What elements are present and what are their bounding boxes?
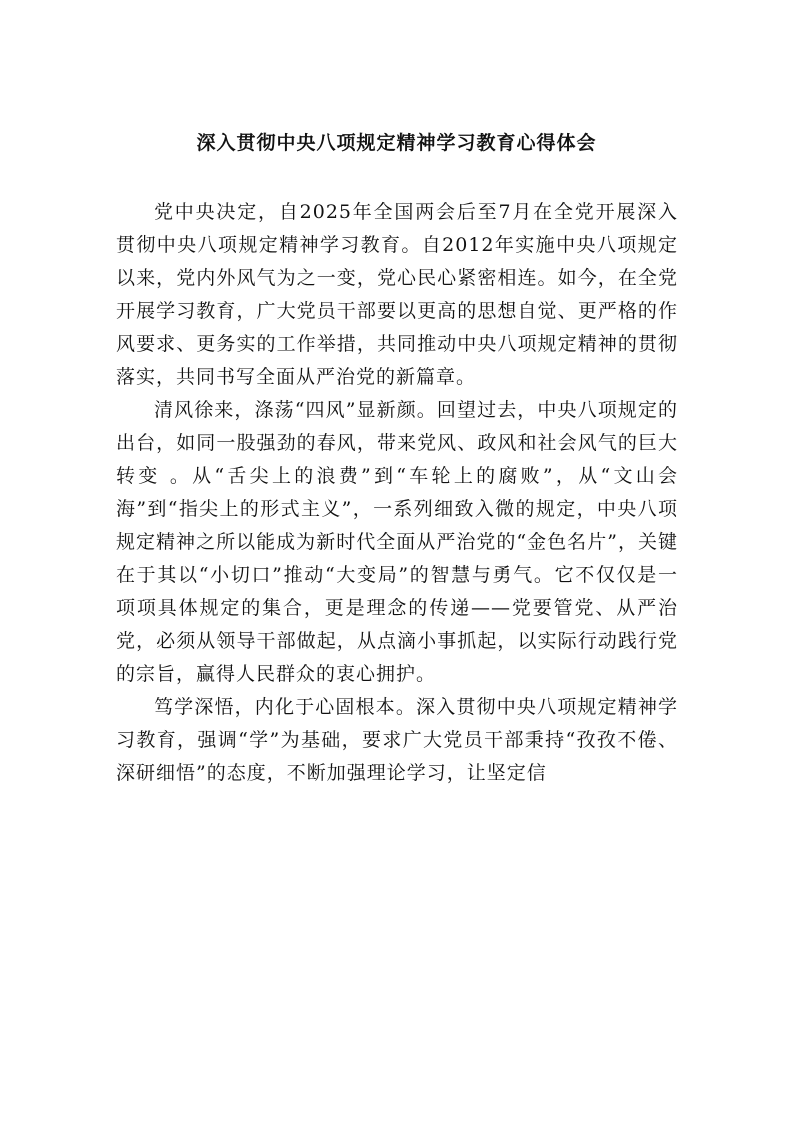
document-body bbox=[116, 196, 678, 790]
document-title: 深入贯彻中央八项规定精神学习教育心得体会 bbox=[196, 132, 597, 154]
paragraph-1: 党中央决定，自2025年全国两会后至7月在全党开展深入贯彻中央八项规定精神学习教育。自2012年实施中央八项规定以来，党内外风气为之一变，党心民心紧密相连。如今，在全党开展学习教育，广大党员干部要以更高的思想自觉、更严格的作风要求、更务实的工作举措，共同推动中央八项规定精神的贯彻落实，共同书写全面从严治党的新篇章。 bbox=[116, 201, 678, 388]
paragraph-3: 笃学深悟，内化于心固根本。深入贯彻中央八项规定精神学习教育，强调“学”为基础，要求广大党员干部秉持“孜孜不倦、深研细悟”的态度，不断加强理论学习，让坚定信 bbox=[116, 696, 678, 784]
paragraph-2: 清风徐来，涤荡“四风”显新颜。回望过去，中央八项规定的出台，如同一股强劲的春风，带来党风、政风和社会风气的巨大转变 。从“舌尖上的浪费”到“车轮上的腐败”，从“文山会海”到“指尖上的形式主义”，一系列细致入微的规定，中央八项规定精神之所以能成为新时代全面从严治党的“金色名片”，关键在于其以“小切口”推动“大变局”的智慧与勇气。它不仅仅是一项项具体规定的集合，更是理念的传递——党要管党、从严治党，必须从领导干部做起，从点滴小事抓起，以实际行动践行党的宗旨，赢得人民群众的衷心拥护。 bbox=[116, 399, 678, 685]
